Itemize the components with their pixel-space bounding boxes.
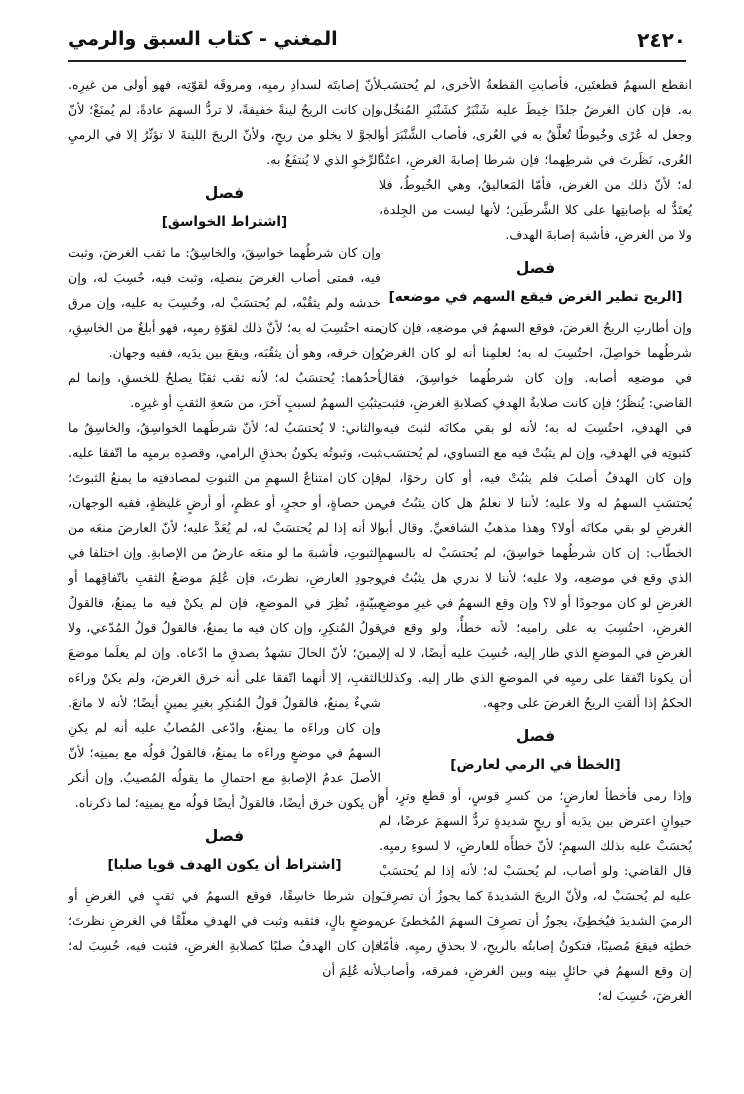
paragraph: والثاني: لا يُحتسَبُ له؛ لأنّ شرطَهما الخواسِقُ، والخاسِقُ ما ثبت، وثبوتُه يكونُ بحذقِ الرامي، وقصدِه برميِه ما اتّفقا عليه. فإن كان امتناعُ السهمِ من الثبوتِ لمصادفتِه ما يمنعُ الثبوتَ؛ من حصاةٍ، أو حجرٍ، أو عظمٍ، أو أرضٍ غليظةٍ، ففيه الوجهان، إلا أنه إذا لم يُحتسَبْ له، لم يُعَدَّ عليه؛ لأنّ العارضَ منعَه من الثبوتِ، فأشبهَ ما لو منعَه عارضٌ من الإصابةِ. وإن اختلفا في وجودِ العارضِ، نظرتَ، فإن عُلِمَ موضعُ الثقبِ باتّفاقِهما أو ببيّنةٍ، نُظِرَ في الموضعِ، فإن لم يكنْ فيه ما يمنعُ، فالقولُ قولُ المُنكِرِ، وإن كان فيه ما يمنعُ، فالقولُ قولُ المُدّعي، ولا يمينَ؛ لأنّ الحالَ تشهدُ بصدقِ ما ادّعاه. وإن لم يعلَما موضعَ الثقبِ، إلا أنهما اتّفقا على أنه خرق الغرضَ، ولم يكنْ وراءَه شيءٌ يمنعُ، فالقولُ قولُ المُنكِرِ بغيرِ يمينٍ أيضًا؛ لأنه لا مانعَ. وإن كان وراءَه ما يمنعُ، وادّعى المُصابُ عليه أنه لم يكنِ السهمُ في موضعٍ وراءَه ما يمنعُ، فالقولُ قولُه مع يمينِه؛ لأنّ الأصلَ عدمُ الإصابةِ مع احتمالِ ما يقولُه المُصيبُ. وإن أنكر أن يكون خرق أيضًا، فالقولُ أيضًا قولُه مع يمينِه؛ لما ذكرناه. — [68, 420, 381, 810]
page-number: ٢٤٢٠ — [637, 28, 686, 52]
right-column — [379, 72, 692, 1077]
section-title: [الخطأ في الرمي لعارض] — [450, 757, 621, 773]
paragraph: وإن شرطا خاسِقًا، فوقع السهمُ في ثقبٍ في الغرضِ أو موضعٍ بالٍ، فثقبه وثبت في الهدفِ معلّقًا في الغرضِ نظرتَ؛ فإن كان الهدفُ صلبًا كصلابةِ الغرضِ، فثبت فيه، حُسِبَ له؛ لأنه عُلِمَ أن — [68, 888, 381, 978]
section-title: [اشتراط الخواسق] — [161, 214, 288, 230]
running-title: المغني - كتاب السبق والرمي — [68, 28, 338, 50]
section-heading: فصل — [204, 184, 245, 202]
section-heading: فصل — [204, 827, 245, 845]
section-title: [الريح تطير الغرض فيقع السهم في موضعه] — [388, 289, 683, 305]
paragraph: وإذا رمى فأخطأ لعارضٍ؛ من كسرِ قوسٍ، أو قطعِ وترٍ، أو حيوانٍ اعترض بين يدَيه أو ريحٍ شديدةٍ تردُّ السهمَ عرضًا، لم يُحسَبْ عليه بذلك السهمِ؛ لأنّ خطأَه للعارضِ، لا لسوءِ رميِه. قال القاضي: ولو أصاب، لم يُحسَبْ له؛ لأنه إذا لم يُحتسَبْ عليه لم يُحسَبْ له، ولأنّ الريحَ الشديدةَ كما يجوزُ أن تصرِفَ الرميَ الشديدَ فيُخطِئَ، يجوزُ أن تصرِفَ السهمَ المُخطئَ عن خطئِه فيقعَ مُصيبًا، فتكونُ إصابتُه بالريحِ، لا بحذقِ رميِه. فأمّا إن وقع السهمُ في حائلٍ بينه وبين الغرضِ، فمرقه، وأصاب الغرضَ، حُسِبَ له؛ — [379, 788, 692, 1003]
section-heading: فصل — [515, 727, 556, 745]
header-rule — [68, 60, 686, 62]
page-header — [68, 20, 686, 62]
paragraph: وإن كان شرطُهما خواسِقَ، والخاسِقُ: ما ثقب الغرضَ، وثبت فيه، فمتى أصاب الغرضَ بنصلِه، وثبت فيه، حُسِبَ له، وإن خدشه ولم يثقُبْه، لم يُحتسَبْ له، وحُسِبَ به عليه، وإن مرق منه احتُسِبَ له به؛ لأنّ ذلك لقوّةِ رميِه، فهو أبلغُ من الخاسِقِ، وإن خرقه، وهو أن يثقُبَه، ويقعَ بين يدَيه، ففيه وجهان. — [68, 245, 381, 360]
paragraph: أحدُهما: يُحتسَبُ له؛ لأنه ثقب ثقبًا يصلحُ للخسقِ، وإنما لم يثبُتِ السهمُ لسببٍ آخرَ، من سَعةِ الثقبِ أو غيرِه. — [68, 370, 381, 410]
section-heading: فصل — [515, 259, 556, 277]
left-column — [68, 72, 381, 1077]
section-title: [اشتراط أن يكون الهدف قويا صلبا] — [107, 857, 342, 873]
paragraph: وإن أطارتِ الريحُ الغرضَ، فوقع السهمُ في موضعِه، فإن كان شرطُهما خواصِلَ، احتُسِبَ له به؛ لعلمِنا أنه لو كان الغرضُ في موضعِه أصابه. وإن كان شرطُهما خواسِقَ، فقال القاضي: يُنظَرُ؛ فإن كانت صلابةُ الهدفِ كصلابةِ الغرضِ، فثبت في الهدفِ، احتُسِبَ له به؛ لأنه لو بقي مكانَه لثبتَ فيه، كثبوتِه في الهدفِ، وإن لم يثبُتْ فيه مع التساوي، لم يُحتسَب. وإن كان الهدفُ أصلبَ فلم يثبُتْ فيه، أو كان رخوًا، لم يُحتسَبِ السهمُ له ولا عليه؛ لأننا لا نعلمُ هل كان يثبُتُ في الغرضِ لو بقي مكانَه أولا؟ وهذا مذهبُ الشافعيِّ. وقال أبو الخطّاب: إن كان شرطُهما خواسِقَ، لم يُحتسَبْ له بالسهمِ الذي وقع في موضعِه، ولا عليه؛ لأننا لا ندري هل يثبُتُ في الغرضِ لو كان موجودًا أو لا؟ وإن وقع السهمُ في غيرِ موضعِ الغرضِ، احتُسِبَ به على راميه؛ لأنه خطأٌ، ولو وقع في الغرضِ في الموضعِ الذي طار إليه، حُسِبَ عليه أيضًا، لا له إلا أن يكونا اتّفقا على رميِه في الموضعِ الذي طار إليه. وكذلك الحكمُ إذا ألقتِ الريحُ الغرضَ على وجهِه. — [379, 320, 692, 710]
paragraph: انقطع السهمُ قطعتَين، فأصابتِ القطعةُ الأخرى، لم يُحتسَب به. فإن كان الغرضُ جلدًا خِيطَ عليه شَنْبَرٌ كشَنْبَرِ المُنخُل، وجعل له عُرًى وخُيوطًا تُعلَّقُ به في العُرى، فأصاب الشَّنْبَرَ أو العُرى، نَظَرتَ في شرطِهما؛ فإن شرطا إصابةَ الغرضِ، اعتُدَّ له؛ لأنّ ذلك من الغرض، فأمّا المَعاليقُ، وهي الخُيوطُ، فلا يُعتَدُّ له بإصابتِها على كلا الشَّرطَين؛ لأنها ليست من الجِلدة، ولا من الغرضِ، فأشبهَ إصابةَ الهدف. — [379, 77, 692, 242]
paragraph: لأنّ إصابتَه لسدادِ رميِه، ومروقَه لقوّتِه، فهو أولى من غيرِه. وإن كانت الريحُ لينةً خفيفةً، لا تردُّ السهمَ عادةً، لم يُمنَعْ؛ لأنّ الجوَّ لا يخلو من ريحٍ، ولأنّ الريحَ اللينةَ لا تؤثّرُ إلا في الرميِ الرِّخوِ الذي لا يُنتفَعُ به. — [68, 77, 381, 167]
